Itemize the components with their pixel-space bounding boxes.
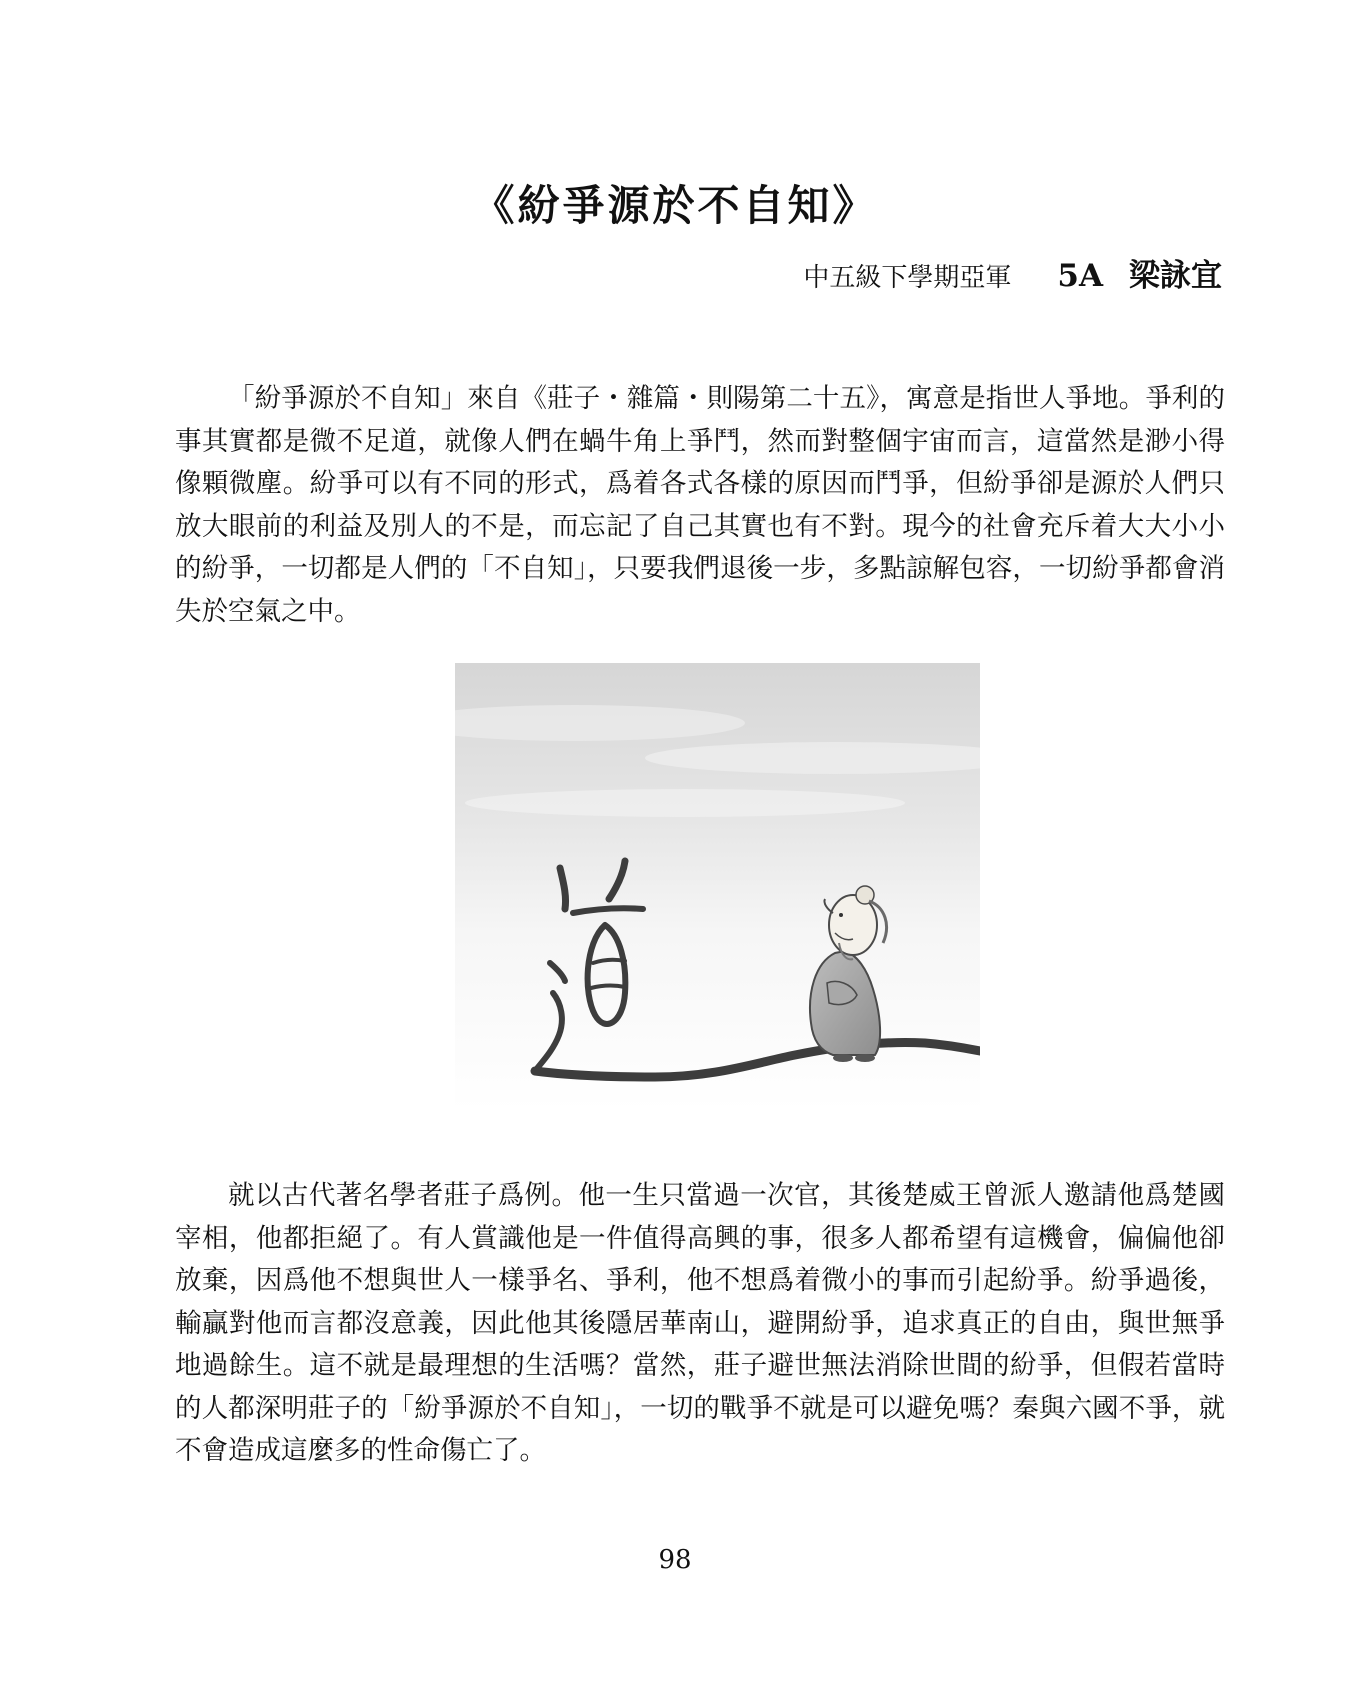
award-label: 中五級下學期亞軍 [803, 263, 1012, 293]
illustration-graphic [455, 663, 980, 1111]
class-label: 5A [1057, 258, 1103, 294]
author-name: 梁詠宜 [1129, 258, 1222, 294]
byline [803, 250, 1222, 295]
essay-title: 《紛爭源於不自知》 [472, 181, 878, 230]
paragraph-1: 「紛爭源於不自知」來自《莊子・雜篇・則陽第二十五》，寓意是指世人爭地。爭利的事其實都是微不足道，就像人們在蝸牛角上爭鬥，然而對整個宇宙而言，這當然是渺小得像顆微塵。紛爭可以有不同的形式，爲着各式各樣的原因而鬥爭，但紛爭卻是源於人們只放大眼前的利益及別人的不是，而忘記了自己其實也有不對。現今的社會充斥着大大小小的紛爭，一切都是人們的「不自知」，只要我們退後一步，多點諒解包容，一切紛爭都會消失於空氣之中。 [175, 383, 1225, 627]
paragraph-2: 就以古代著名學者莊子爲例。他一生只當過一次官，其後楚威王曾派人邀請他爲楚國宰相，他都拒絕了。有人賞識他是一件值得高興的事，很多人都希望有這機會，偏偏他卻放棄，因爲他不想與世人一樣爭名、爭利，他不想爲着微小的事而引起紛爭。紛爭過後，輸贏對他而言都沒意義，因此他其後隱居華南山，避開紛爭，追求真正的自由，與世無爭地過餘生。這不就是最理想的生活嗎？當然，莊子避世無法消除世間的紛爭，但假若當時的人都深明莊子的「紛爭源於不自知」，一切的戰爭不就是可以避免嗎？秦與六國不爭，就不會造成這麼多的性命傷亡了。 [175, 1180, 1225, 1466]
dao-sage-illustration [455, 663, 980, 1111]
page-number: 98 [658, 1545, 692, 1575]
